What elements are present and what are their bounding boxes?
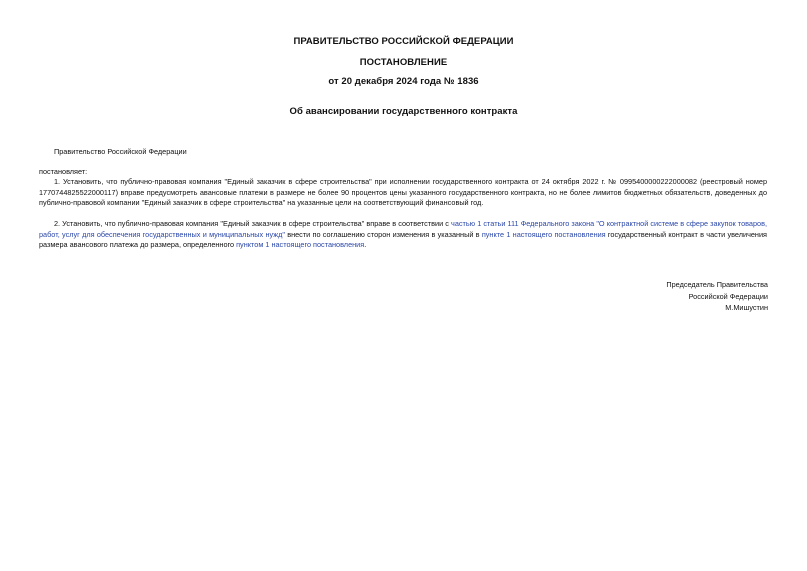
signature-name: М.Мишустин xyxy=(725,303,768,312)
point-1-link[interactable]: пункте 1 настоящего постановления xyxy=(481,229,606,239)
paragraph-2-text-4: . xyxy=(364,240,367,249)
law-article-link[interactable]: частью 1 статьи 111 Федерального закона "О контрактной системе в сфере закупок товаров, работ, услуг для обеспечения государственных и муниципальных нужд" xyxy=(39,219,767,239)
government-line: Правительство Российской Федерации xyxy=(54,147,187,156)
paragraph-2-text-2: внести по соглашению сторон изменения в указанный в xyxy=(284,229,482,239)
signature-block xyxy=(666,279,768,314)
document-title: Об авансировании государственного контракта xyxy=(289,106,518,117)
paragraph-2-text-3: государственный контракт в части увеличения размера авансового платежа до размера, определенного xyxy=(39,229,767,249)
document-type: ПОСТАНОВЛЕНИЕ xyxy=(359,57,448,68)
document-date-number: от 20 декабря 2024 года № 1836 xyxy=(328,76,479,87)
decree-line: постановляет: xyxy=(39,167,88,176)
signature-country: Российской Федерации xyxy=(688,291,768,301)
point-1-link-2[interactable]: пунктом 1 настоящего постановления xyxy=(236,240,365,249)
government-heading: ПРАВИТЕЛЬСТВО РОССИЙСКОЙ ФЕДЕРАЦИИ xyxy=(293,36,514,47)
paragraph-2-text-1: 2. Установить, что публично-правовая компания "Единый заказчик в сфере строительства" вправе в соответствии с xyxy=(54,219,452,228)
paragraph-1: 1. Установить, что публично-правовая компания "Единый заказчик в сфере строительства" при исполнении государственного контракта от 24 октября 2022 г. № 0995400000222000082 (реестровый номер 1770744825522000117) вправе предусмотреть авансовые платежи в размере не более 90 процентов цены указанного государственного контракта, но не более лимитов бюджетных обязательств, доведенных до публично-правовой компании "Единый заказчик в сфере строительства" на указанные цели на соответствующий финансовый год. xyxy=(39,177,767,207)
paragraph-2 xyxy=(39,219,767,251)
signature-title: Председатель Правительства xyxy=(666,280,768,289)
